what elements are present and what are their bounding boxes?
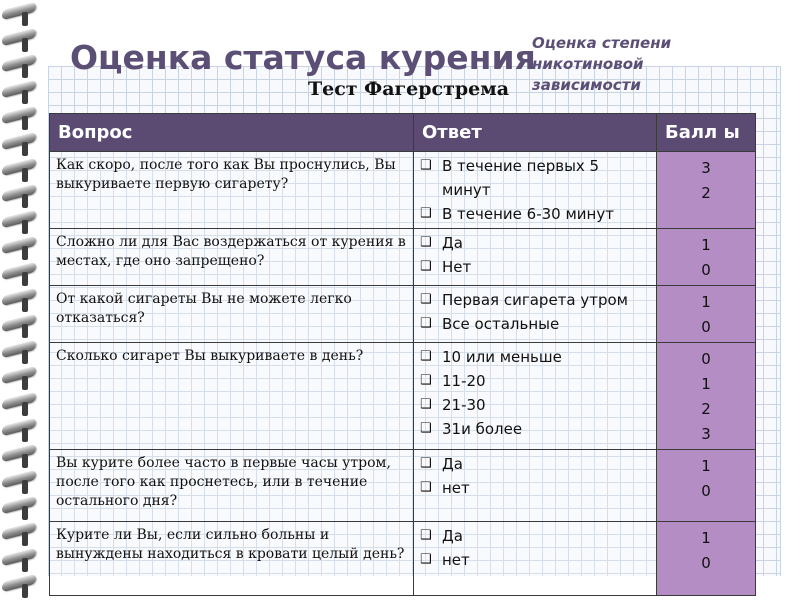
spiral-coil (2, 392, 36, 410)
score-cell (657, 522, 756, 596)
answer-option (420, 548, 650, 572)
answer-cell (414, 343, 657, 450)
checkbox-icon: ❑ (420, 235, 432, 250)
spiral-hole (22, 64, 28, 78)
checkbox-icon: ❑ (420, 373, 432, 388)
page-title: Оценка статуса курения (70, 38, 536, 77)
answer-cell (414, 229, 657, 286)
spiral-hole (22, 220, 28, 234)
spiral-hole (22, 584, 28, 598)
table-row (50, 286, 756, 343)
answer-label: Нет (442, 258, 472, 276)
spiral-hole (22, 480, 28, 494)
answer-label: Все остальные (442, 315, 560, 333)
answer-option (420, 524, 650, 548)
answer-label: нет (442, 551, 470, 569)
score-value: 0 (701, 554, 711, 572)
spiral-hole (22, 298, 28, 312)
spiral-hole (22, 376, 28, 390)
answer-label: нет (442, 479, 470, 497)
answer-cell (414, 450, 657, 522)
spiral-coil (2, 470, 36, 488)
page-subtitle: Оценка степени никотиновой зависимости (532, 34, 672, 94)
score-cell (657, 229, 756, 286)
spiral-hole (22, 324, 28, 338)
spiral-hole (22, 350, 28, 364)
score-value: 1 (701, 236, 711, 254)
checkbox-icon: ❑ (420, 552, 432, 567)
score-cell (657, 286, 756, 343)
table-row (50, 152, 756, 229)
spiral-hole (22, 428, 28, 442)
spiral-coil (2, 210, 36, 228)
score-cell (657, 450, 756, 522)
answer-label: 11-20 (442, 372, 486, 390)
spiral-binding (0, 0, 42, 600)
spiral-hole (22, 168, 28, 182)
spiral-hole (22, 402, 28, 416)
answer-label: Да (442, 455, 463, 473)
answer-option (420, 369, 650, 393)
score-value: 1 (701, 375, 711, 393)
header-question: Вопрос (50, 114, 414, 152)
answer-cell (414, 522, 657, 596)
checkbox-icon: ❑ (420, 456, 432, 471)
checkbox-icon: ❑ (420, 349, 432, 364)
score-value: 1 (701, 457, 711, 475)
answer-label: В течение 6-30 минут (442, 205, 614, 223)
checkbox-icon: ❑ (420, 206, 432, 221)
spiral-coil (2, 548, 36, 566)
checkbox-icon: ❑ (420, 528, 432, 543)
spiral-coil (2, 418, 36, 436)
answer-label: 10 или меньше (442, 348, 562, 366)
answer-option (420, 312, 650, 336)
answer-label: 31и более (442, 420, 523, 438)
checkbox-icon: ❑ (420, 480, 432, 495)
answer-label: Да (442, 234, 463, 252)
answer-option (420, 255, 650, 279)
score-value: 0 (701, 350, 711, 368)
checkbox-icon: ❑ (420, 397, 432, 412)
question-cell: Сколько сигарет Вы выкуриваете в день? (50, 343, 414, 450)
spiral-coil (2, 184, 36, 202)
question-cell: Как скоро, после того как Вы проснулись, Вы выкуриваете первую сигарету? (50, 152, 414, 229)
spiral-coil (2, 444, 36, 462)
spiral-coil (2, 522, 36, 540)
answer-option (420, 288, 650, 312)
question-cell: Курите ли Вы, если сильно больны и вынуждены находиться в кровати целый день? (50, 522, 414, 596)
score-cell (657, 152, 756, 229)
score-value: 3 (701, 425, 711, 443)
question-cell: От какой сигареты Вы не можете легко отказаться? (50, 286, 414, 343)
spiral-coil (2, 106, 36, 124)
spiral-hole (22, 12, 28, 26)
score-value: 1 (701, 529, 711, 547)
answer-option (420, 393, 650, 417)
score-value: 3 (701, 159, 711, 177)
checkbox-icon: ❑ (420, 259, 432, 274)
spiral-coil (2, 28, 36, 46)
spiral-hole (22, 532, 28, 546)
spiral-hole (22, 38, 28, 52)
score-cell (657, 343, 756, 450)
score-value: 0 (701, 482, 711, 500)
spiral-coil (2, 288, 36, 306)
spiral-hole (22, 454, 28, 468)
question-cell: Сложно ли для Вас воздержаться от курения в местах, где оно запрещено? (50, 229, 414, 286)
spiral-coil (2, 366, 36, 384)
spiral-coil (2, 496, 36, 514)
answer-label: Первая сигарета утром (442, 291, 628, 309)
spiral-hole (22, 272, 28, 286)
spiral-hole (22, 90, 28, 104)
spiral-coil (2, 262, 36, 280)
answer-label: Да (442, 527, 463, 545)
answer-label: В течение первых 5 минут (442, 157, 600, 199)
spiral-coil (2, 340, 36, 358)
spiral-coil (2, 80, 36, 98)
spiral-hole (22, 194, 28, 208)
spiral-coil (2, 158, 36, 176)
spiral-hole (22, 142, 28, 156)
fagerstrom-table (49, 113, 756, 596)
answer-cell (414, 286, 657, 343)
score-value: 1 (701, 293, 711, 311)
spiral-hole (22, 558, 28, 572)
table-row (50, 450, 756, 522)
checkbox-icon: ❑ (420, 292, 432, 307)
answer-option (420, 417, 650, 441)
table-header-row (50, 114, 756, 152)
table-row (50, 229, 756, 286)
answer-cell (414, 152, 657, 229)
spiral-coil (2, 132, 36, 150)
spiral-coil (2, 236, 36, 254)
spiral-coil (2, 54, 36, 72)
spiral-coil (2, 2, 36, 20)
question-cell: Вы курите более часто в первые часы утром, после того как проснетесь, или в течение остального дня? (50, 450, 414, 522)
header-score: Балл ы (657, 114, 756, 152)
spiral-hole (22, 246, 28, 260)
score-value: 0 (701, 261, 711, 279)
header-answer: Ответ (414, 114, 657, 152)
checkbox-icon: ❑ (420, 421, 432, 436)
answer-option (420, 476, 650, 500)
answer-option (420, 452, 650, 476)
test-name: Тест Фагерстрема (308, 78, 510, 100)
score-value: 0 (701, 318, 711, 336)
answer-option (420, 202, 650, 226)
answer-option (420, 154, 650, 202)
checkbox-icon: ❑ (420, 316, 432, 331)
score-value: 2 (701, 184, 711, 202)
answer-option (420, 231, 650, 255)
spiral-coil (2, 574, 36, 592)
table-row (50, 522, 756, 596)
spiral-coil (2, 314, 36, 332)
table-row (50, 343, 756, 450)
score-value: 2 (701, 400, 711, 418)
checkbox-icon: ❑ (420, 158, 432, 173)
answer-label: 21-30 (442, 396, 486, 414)
spiral-hole (22, 506, 28, 520)
answer-option (420, 345, 650, 369)
spiral-hole (22, 116, 28, 130)
